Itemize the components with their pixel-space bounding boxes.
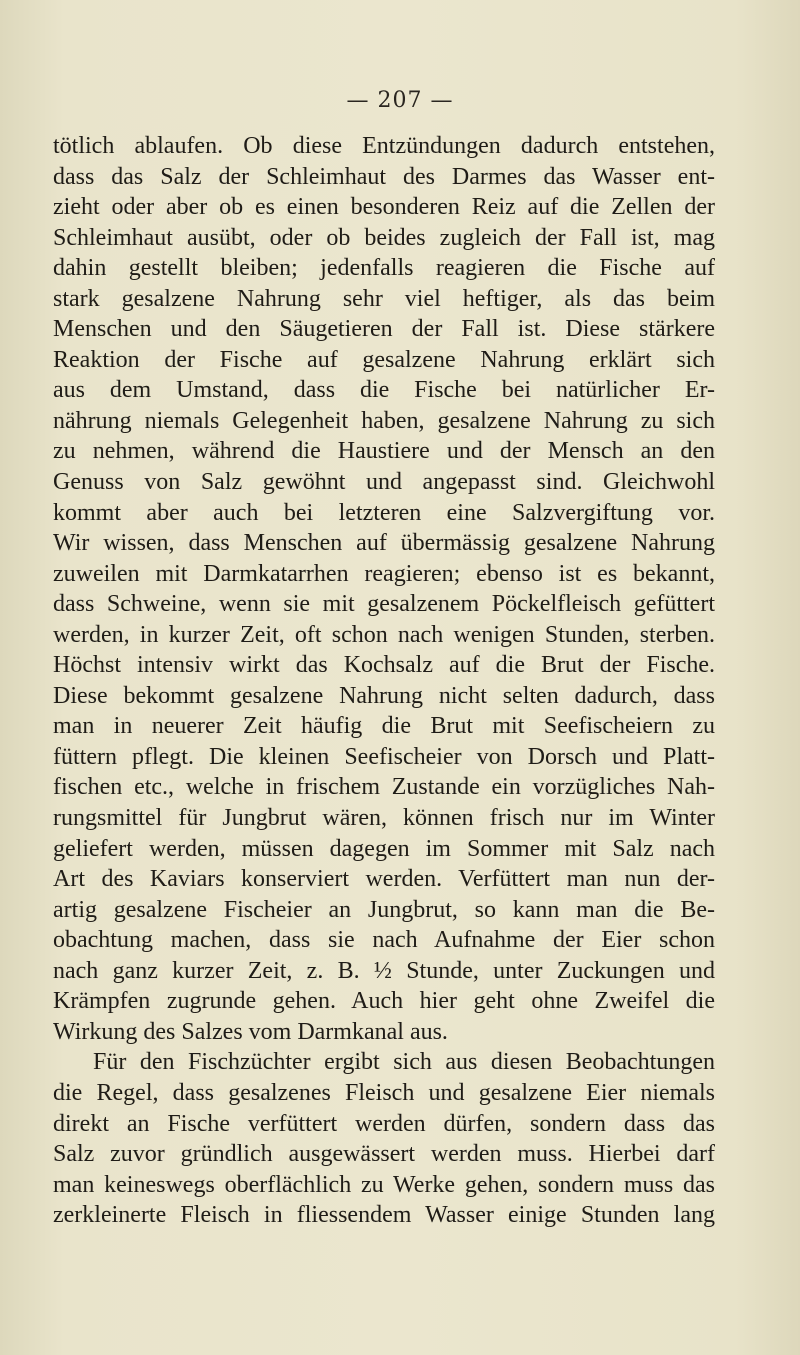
text-line: nährung niemals Gelegenheit haben, gesalzene Nahrung zu sich bbox=[53, 407, 715, 434]
page-number: — 207 — bbox=[346, 88, 454, 113]
text-line: artig gesalzene Fischeier an Jungbrut, so kann man die Be- bbox=[53, 896, 715, 923]
text-line: Wirkung des Salzes vom Darmkanal aus. bbox=[53, 1018, 448, 1045]
body-text bbox=[53, 131, 715, 1231]
text-line: die Regel, dass gesalzenes Fleisch und gesalzene Eier niemals bbox=[53, 1079, 715, 1106]
text-line: direkt an Fische verfüttert werden dürfen, sondern dass das bbox=[53, 1110, 715, 1137]
text-line: zuweilen mit Darmkatarrhen reagieren; ebenso ist es bekannt, bbox=[53, 560, 715, 587]
text-line: Art des Kaviars konserviert werden. Verfüttert man nun der- bbox=[53, 866, 715, 893]
text-line: zieht oder aber ob es einen besonderen Reiz auf die Zellen der bbox=[53, 194, 715, 221]
text-line: kommt aber auch bei letzteren eine Salzvergiftung vor. bbox=[53, 499, 715, 526]
text-line: man keineswegs oberflächlich zu Werke gehen, sondern muss das bbox=[53, 1171, 715, 1198]
text-line: Salz zuvor gründlich ausgewässert werden muss. Hierbei darf bbox=[53, 1141, 715, 1168]
text-line: Schleimhaut ausübt, oder ob beides zugleich der Fall ist, mag bbox=[53, 224, 715, 251]
text-line: fischen etc., welche in frischem Zustande ein vorzügliches Nah- bbox=[53, 774, 715, 801]
text-line: dass Schweine, wenn sie mit gesalzenem Pöckelfleisch gefüttert bbox=[53, 591, 715, 618]
text-line: stark gesalzene Nahrung sehr viel heftiger, als das beim bbox=[53, 285, 715, 312]
text-line: Menschen und den Säugetieren der Fall ist. Diese stärkere bbox=[53, 316, 715, 343]
text-line: rungsmittel für Jungbrut wären, können frisch nur im Winter bbox=[53, 805, 715, 832]
text-line: man in neuerer Zeit häufig die Brut mit Seefischeiern zu bbox=[53, 713, 715, 740]
text-line: zerkleinerte Fleisch in fliessendem Wasser einige Stunden lang bbox=[53, 1202, 715, 1229]
text-line: werden, in kurzer Zeit, oft schon nach wenigen Stunden, sterben. bbox=[53, 621, 715, 648]
paragraph-start-line: Für den Fischzüchter ergibt sich aus diesen Beobachtungen bbox=[93, 1049, 715, 1076]
text-line: Höchst intensiv wirkt das Kochsalz auf die Brut der Fische. bbox=[53, 652, 715, 679]
text-line: geliefert werden, müssen dagegen im Sommer mit Salz nach bbox=[53, 835, 715, 862]
text-line: Genuss von Salz gewöhnt und angepasst sind. Gleichwohl bbox=[53, 469, 715, 496]
text-line: Wir wissen, dass Menschen auf übermässig gesalzene Nahrung bbox=[53, 530, 715, 557]
text-line: tötlich ablaufen. Ob diese Entzündungen dadurch entstehen, bbox=[53, 133, 715, 159]
text-line: füttern pflegt. Die kleinen Seefischeier von Dorsch und Platt- bbox=[53, 743, 715, 770]
text-line: zu nehmen, während die Haustiere und der Mensch an den bbox=[53, 438, 715, 465]
text-line: obachtung machen, dass sie nach Aufnahme der Eier schon bbox=[53, 927, 715, 954]
text-line: Diese bekommt gesalzene Nahrung nicht selten dadurch, dass bbox=[53, 682, 715, 709]
text-line: Reaktion der Fische auf gesalzene Nahrung erklärt sich bbox=[53, 346, 715, 373]
text-line: nach ganz kurzer Zeit, z. B. ½ Stunde, unter Zuckungen und bbox=[53, 957, 715, 984]
text-line: Krämpfen zugrunde gehen. Auch hier geht ohne Zweifel die bbox=[53, 988, 715, 1015]
text-line: dass das Salz der Schleimhaut des Darmes das Wasser ent- bbox=[53, 163, 715, 190]
text-line: aus dem Umstand, dass die Fische bei natürlicher Er- bbox=[53, 377, 715, 404]
text-line: dahin gestellt bleiben; jedenfalls reagieren die Fische auf bbox=[53, 255, 715, 282]
